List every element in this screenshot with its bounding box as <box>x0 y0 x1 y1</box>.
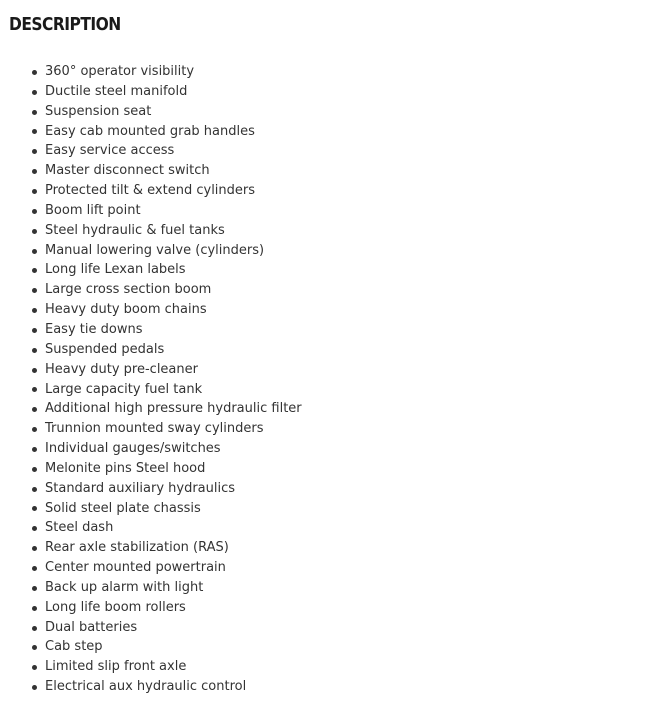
feature-list-item <box>45 260 302 280</box>
feature-list-item <box>45 538 302 558</box>
feature-text: Protected tilt & extend cylinders <box>45 183 256 199</box>
feature-list-item <box>45 320 302 340</box>
bullet-icon <box>32 626 37 631</box>
bullet-icon <box>32 209 37 214</box>
feature-text: Large cross section boom <box>45 282 212 298</box>
bullet-icon <box>32 685 37 690</box>
feature-list-item <box>45 122 302 142</box>
feature-list-item <box>45 181 302 201</box>
feature-text: Electrical aux hydraulic control <box>45 679 247 695</box>
feature-list-item <box>45 221 302 241</box>
feature-text: Easy cab mounted grab handles <box>45 123 255 139</box>
feature-list-item <box>45 300 302 320</box>
bullet-icon <box>32 526 37 531</box>
feature-text: Heavy duty pre-cleaner <box>45 361 198 377</box>
feature-text: 360° operator visibility <box>45 64 195 79</box>
feature-list-item <box>45 82 302 102</box>
bullet-icon <box>32 506 37 511</box>
bullet-icon <box>32 586 37 591</box>
feature-text: Ductile steel manifold <box>45 83 188 99</box>
bullet-icon <box>32 110 37 115</box>
bullet-icon <box>32 665 37 670</box>
feature-text: Steel dash <box>45 520 114 536</box>
feature-list-item <box>45 479 302 499</box>
feature-text: Steel hydraulic & fuel tanks <box>45 222 225 238</box>
feature-list-item <box>45 280 302 300</box>
feature-text: Easy tie downs <box>45 321 143 337</box>
feature-list-item <box>45 102 302 122</box>
feature-text: Long life boom rollers <box>45 599 186 615</box>
bullet-icon <box>32 368 37 373</box>
feature-text: Cab step <box>45 639 103 655</box>
feature-text: Master disconnect switch <box>45 163 210 179</box>
bullet-icon <box>32 268 37 273</box>
feature-text: Heavy duty boom chains <box>45 302 207 318</box>
feature-text: Trunnion mounted sway cylinders <box>45 421 264 437</box>
bullet-icon <box>32 427 37 432</box>
feature-list-item <box>45 360 302 380</box>
feature-text: Suspended pedals <box>45 341 165 357</box>
feature-text: Dual batteries <box>45 619 138 635</box>
feature-text: Melonite pins Steel hood <box>45 460 206 476</box>
feature-list-item <box>45 637 302 657</box>
bullet-icon <box>32 288 37 293</box>
feature-list-item <box>45 340 302 360</box>
bullet-icon <box>32 606 37 611</box>
feature-list-item <box>45 62 302 82</box>
feature-list-item <box>45 618 302 638</box>
bullet-icon <box>32 229 37 234</box>
feature-text: Individual gauges/switches <box>45 441 221 457</box>
bullet-icon <box>32 546 37 551</box>
feature-text: Large capacity fuel tank <box>45 381 203 397</box>
bullet-icon <box>32 328 37 333</box>
feature-list-item <box>45 558 302 578</box>
feature-list-item <box>45 578 302 598</box>
feature-list-item <box>45 399 302 419</box>
bullet-icon <box>32 348 37 353</box>
feature-text: Suspension seat <box>45 103 152 119</box>
section-heading: DESCRIPTION <box>9 14 121 35</box>
feature-list-item <box>45 380 302 400</box>
bullet-icon <box>32 90 37 95</box>
feature-list-item <box>45 141 302 161</box>
bullet-icon <box>32 487 37 492</box>
feature-text: Center mounted powertrain <box>45 560 226 576</box>
feature-text: Boom lift point <box>45 202 141 218</box>
bullet-icon <box>32 189 37 194</box>
feature-text: Solid steel plate chassis <box>45 500 201 516</box>
feature-text: Back up alarm with light <box>45 579 204 595</box>
bullet-icon <box>32 249 37 254</box>
feature-text: Additional high pressure hydraulic filter <box>45 401 302 417</box>
feature-list <box>45 62 302 697</box>
bullet-icon <box>32 566 37 571</box>
bullet-icon <box>32 407 37 412</box>
feature-text: Easy service access <box>45 143 175 159</box>
feature-list-item <box>45 439 302 459</box>
feature-list-item <box>45 419 302 439</box>
bullet-icon <box>32 467 37 472</box>
feature-list-item <box>45 677 302 697</box>
bullet-icon <box>32 447 37 452</box>
feature-list-item <box>45 598 302 618</box>
bullet-icon <box>32 387 37 392</box>
feature-list-item <box>45 657 302 677</box>
bullet-icon <box>32 308 37 313</box>
bullet-icon <box>32 169 37 174</box>
bullet-icon <box>32 149 37 154</box>
feature-list-item <box>45 241 302 261</box>
feature-text: Standard auxiliary hydraulics <box>45 480 236 496</box>
bullet-icon <box>32 129 37 134</box>
feature-text: Limited slip front axle <box>45 659 187 675</box>
feature-list-item <box>45 459 302 479</box>
feature-list-item <box>45 518 302 538</box>
feature-text: Long life Lexan labels <box>45 262 186 278</box>
feature-list-item <box>45 161 302 181</box>
feature-text: Rear axle stabilization (RAS) <box>45 540 229 556</box>
feature-list-item <box>45 499 302 519</box>
bullet-icon <box>32 70 37 75</box>
feature-text: Manual lowering valve (cylinders) <box>45 242 265 258</box>
feature-list-item <box>45 201 302 221</box>
bullet-icon <box>32 645 37 650</box>
